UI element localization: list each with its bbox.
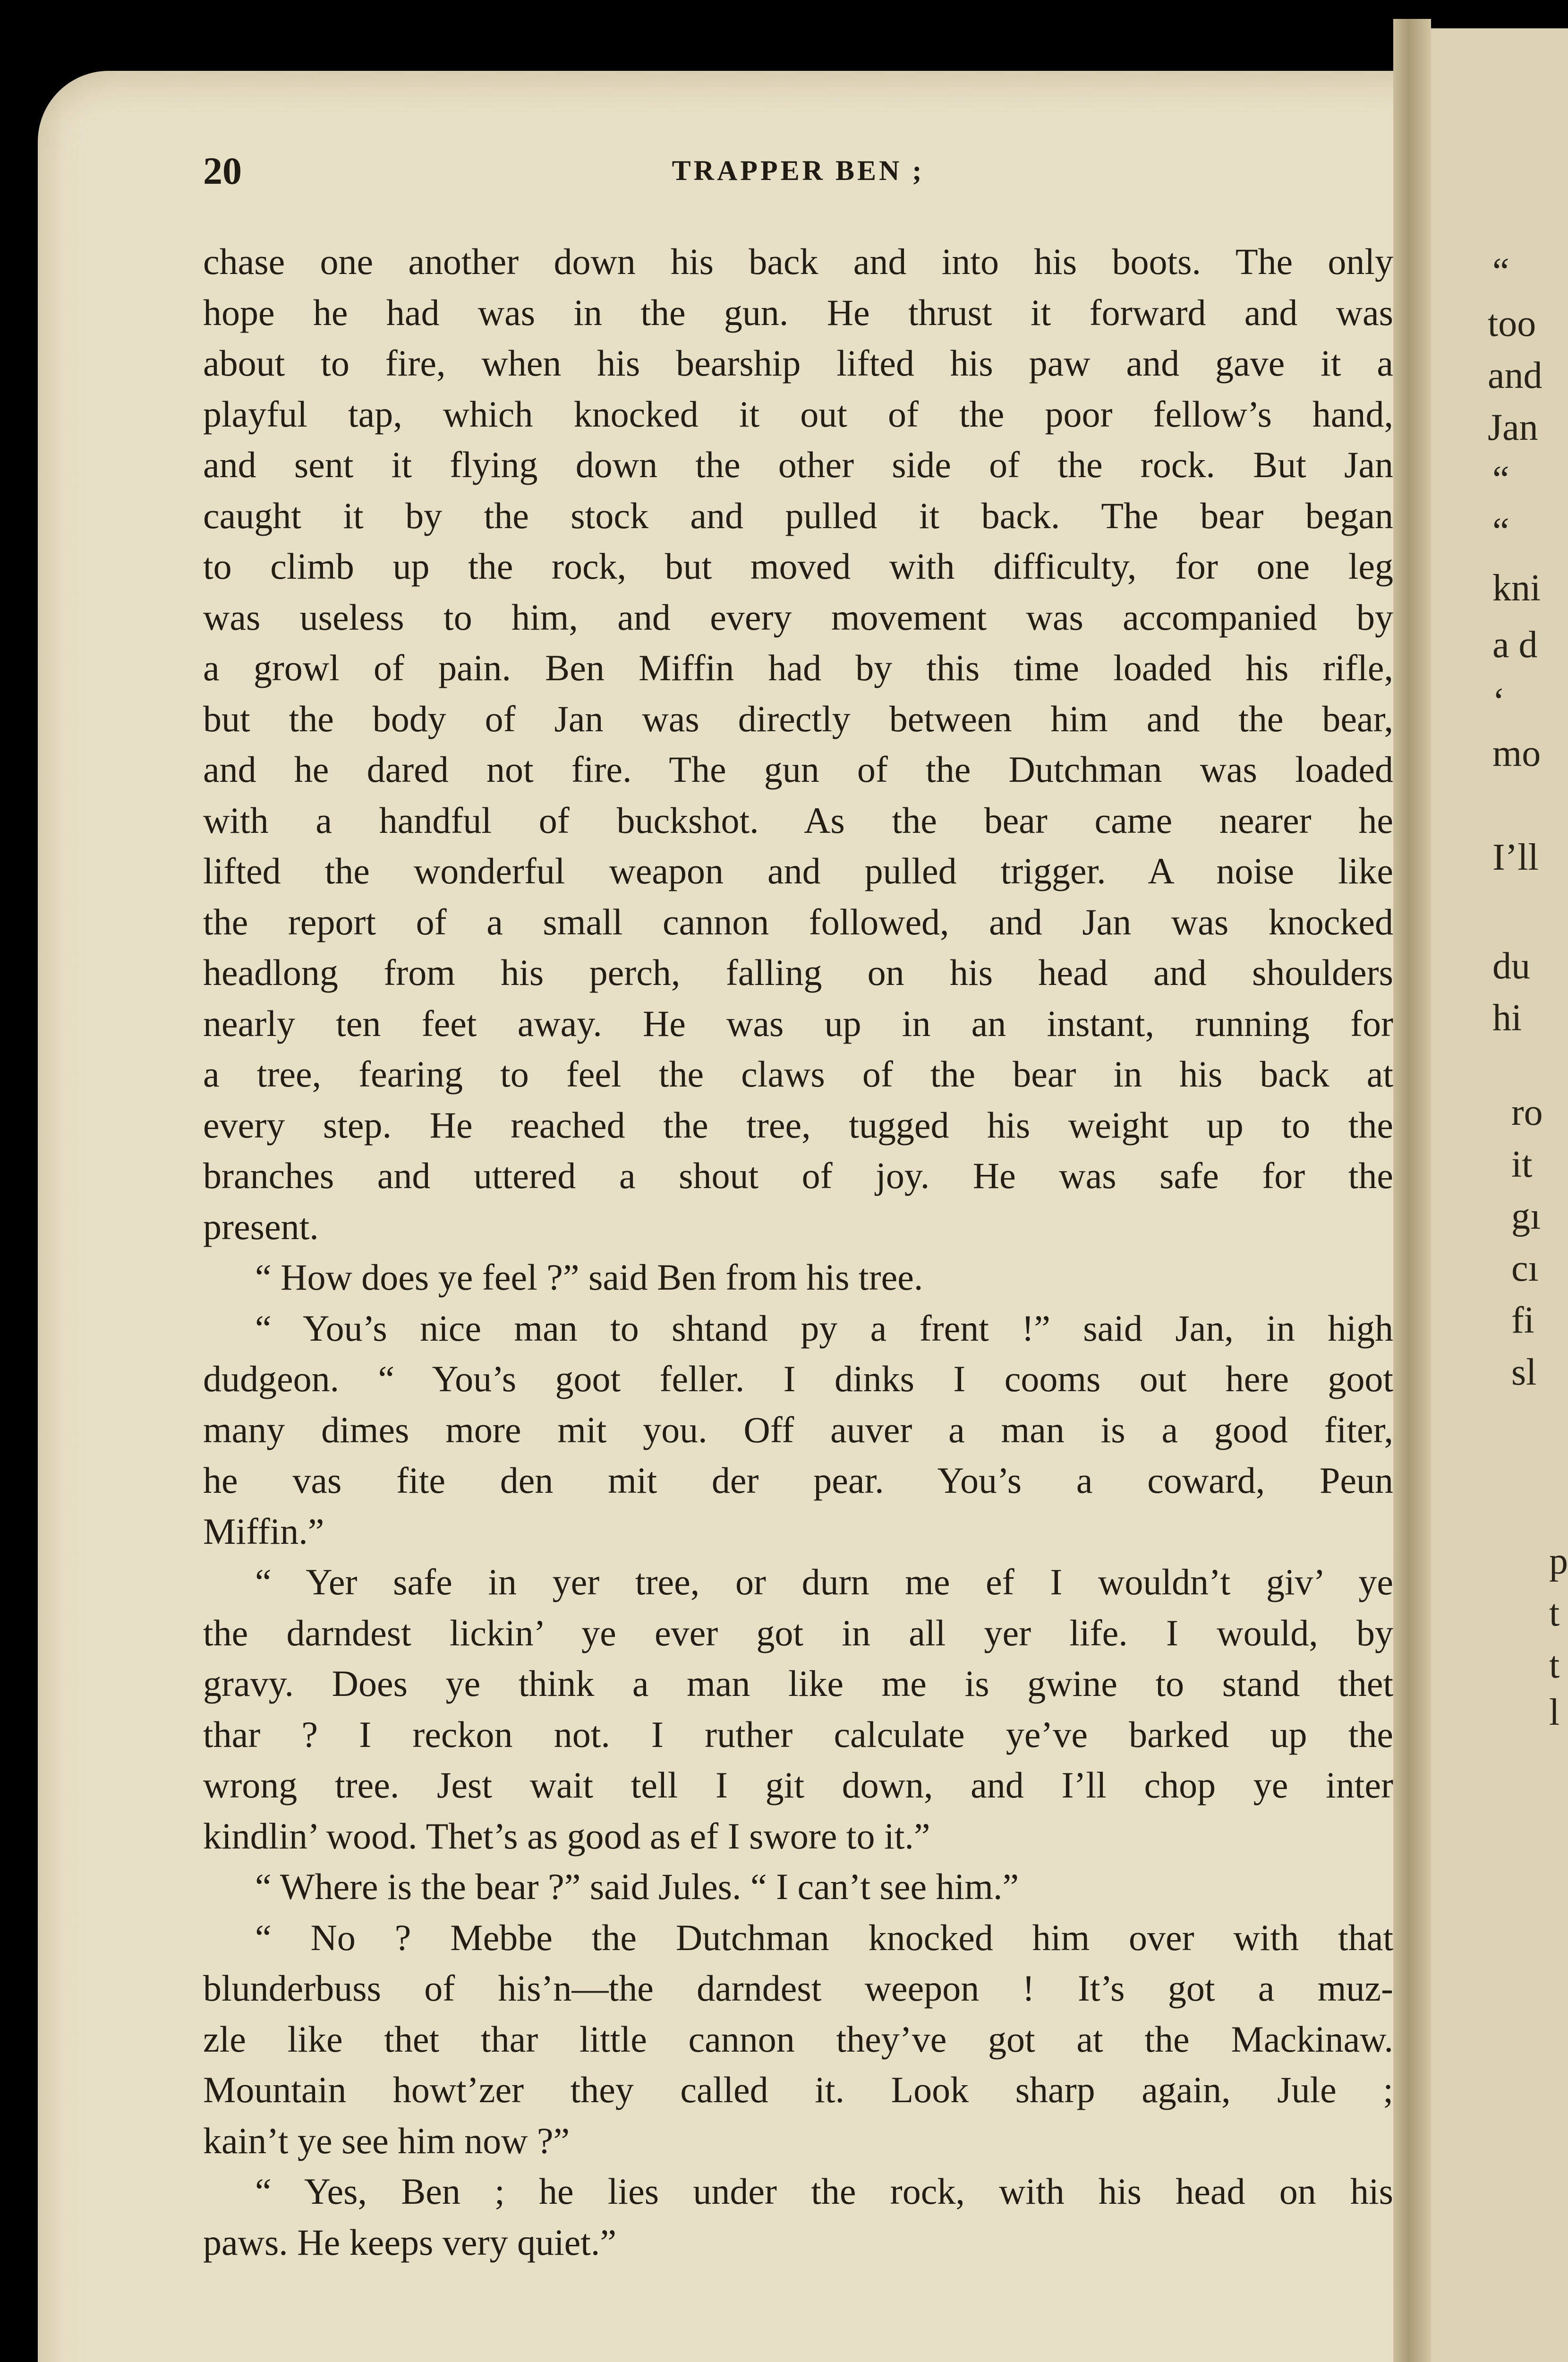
facing-fragment: a d [1492,624,1538,666]
text-line: the darndest lickin’ ye ever got in all yer life. I would, by [203,1612,1393,1653]
body-text [203,236,1393,2268]
text-line: kain’t ye see him now ?” [203,2120,570,2161]
facing-fragment: hi [1492,997,1522,1039]
text-line: the report of a small cannon followed, and Jan was knocked [203,901,1393,942]
page-number: 20 [203,149,242,192]
facing-fragment: p [1549,1540,1568,1582]
text-line: to climb up the rock, but moved with difficulty, for one leg [203,546,1393,587]
facing-fragment: “ [1492,511,1509,552]
text-line: “ Yes, Ben ; he lies under the rock, with his head on his [255,2171,1393,2212]
text-line: he vas fite den mit der pear. You’s a coward, Peun [203,1460,1393,1501]
text-line: with a handful of buckshot. As the bear came nearer he [203,799,1393,841]
facing-fragment: du [1492,945,1530,987]
facing-fragment: gı [1511,1196,1541,1237]
facing-fragment: ‘ [1492,681,1505,722]
facing-fragment: and [1488,355,1542,396]
text-line: “ Where is the bear ?” said Jules. “ I can’t see him.” [255,1866,1019,1907]
facing-fragment: Jan [1488,407,1538,448]
text-line: “ No ? Mebbe the Dutchman knocked him over with that [255,1917,1393,1958]
facing-page [1431,28,1568,2362]
text-line: a growl of pain. Ben Miffin had by this time loaded his rifle, [203,647,1393,688]
text-line: a tree, fearing to feel the claws of the bear in his back at [203,1053,1393,1095]
facing-fragment: l [1549,1692,1560,1733]
text-line: wrong tree. Jest wait tell I git down, and I’ll chop ye inter [203,1764,1393,1806]
text-line: about to fire, when his bearship lifted his paw and gave it a [203,342,1393,384]
text-line: playful tap, which knocked it out of the poor fellow’s hand, [203,393,1393,435]
text-line: “ You’s nice man to shtand py a frent !” said Jan, in high [255,1307,1393,1349]
text-line: chase one another down his back and into his boots. The only [203,241,1393,282]
text-line: Miffin.” [203,1510,324,1552]
text-line: zle like thet thar little cannon they’ve got at the Mackinaw. [203,2018,1393,2060]
facing-fragment: “ [1492,251,1509,292]
text-line: many dimes more mit you. Off auver a man is a good fiter, [203,1409,1393,1450]
facing-fragment: sl [1511,1352,1537,1393]
facing-fragment: “ [1492,459,1509,500]
text-line: but the body of Jan was directly between him and the bear, [203,698,1393,739]
facing-fragment: too [1488,303,1536,344]
text-line: was useless to him, and every movement was accompanied by [203,596,1393,638]
text-line: “ Yer safe in yer tree, or durn me ef I wouldn’t giv’ ye [255,1561,1393,1602]
text-line: kindlin’ wood. Thet’s as good as ef I swore to it.” [203,1815,930,1857]
text-line: and he dared not fire. The gun of the Dutchman was loaded [203,749,1393,790]
text-line: blunderbuss of his’n—the darndest weepon ! It’s got a muz- [203,1968,1393,2009]
text-line: nearly ten feet away. He was up in an instant, running for [203,1002,1393,1044]
text-line: lifted the wonderful weapon and pulled trigger. A noise like [203,850,1393,891]
facing-fragment: t [1549,1644,1560,1686]
text-line: “ How does ye feel ?” said Ben from his tree. [255,1257,923,1298]
text-line: headlong from his perch, falling on his head and shoulders [203,952,1393,993]
text-line: present. [203,1206,319,1247]
facing-fragment: kni [1492,567,1541,609]
facing-fragment: I’ll [1492,837,1539,878]
book-gutter [1393,19,1431,2362]
running-head: TRAPPER BEN ; [672,155,925,186]
facing-fragment: t [1549,1592,1560,1634]
text-line: paws. He keeps very quiet.” [203,2221,617,2263]
text-line: thar ? I reckon not. I ruther calculate ye’ve barked up the [203,1713,1393,1755]
text-line: dudgeon. “ You’s goot feller. I dinks I cooms out here goot [203,1358,1393,1399]
facing-fragment: fi [1511,1300,1534,1341]
text-line: Mountain howt’zer they called it. Look sharp again, Jule ; [203,2069,1393,2110]
text-line: hope he had was in the gun. He thrust it forward and was [203,291,1393,333]
text-line: caught it by the stock and pulled it back. The bear began [203,495,1393,536]
page-header [203,149,1393,201]
text-line: gravy. Does ye think a man like me is gwine to stand thet [203,1663,1393,1704]
text-line: every step. He reached the tree, tugged his weight up to the [203,1104,1393,1146]
text-line: branches and uttered a shout of joy. He was safe for the [203,1155,1393,1196]
facing-fragment: cı [1511,1248,1539,1289]
facing-fragment: it [1511,1144,1533,1185]
facing-fragment: mo [1492,733,1541,774]
facing-fragment: ro [1511,1092,1543,1133]
text-line: and sent it flying down the other side of the rock. But Jan [203,444,1393,485]
